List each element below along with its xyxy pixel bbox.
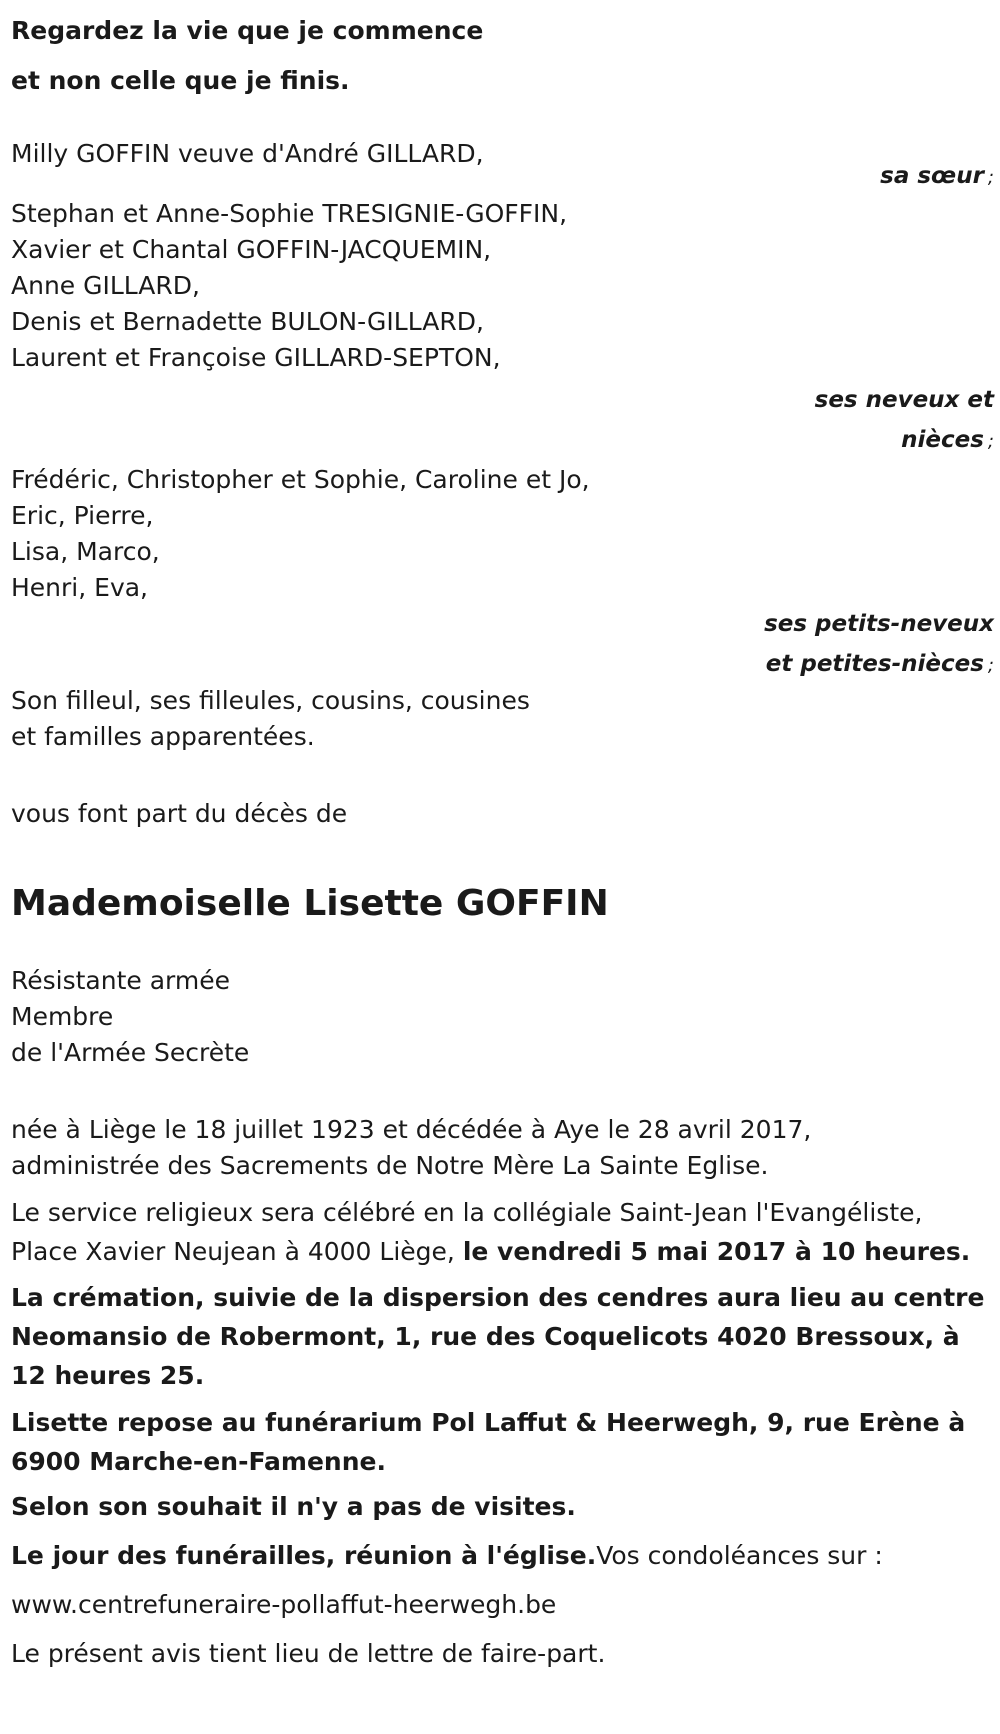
birth-death xyxy=(11,1112,811,1184)
family-line: Denis et Bernadette BULON-GILLARD, xyxy=(11,307,484,336)
closing-note: Le présent avis tient lieu de lettre de faire-part. xyxy=(11,1639,606,1668)
role-label: et petites-nièces xyxy=(765,651,984,677)
condolences-text: Vos condoléances sur : xyxy=(596,1541,883,1570)
cremation-info: La crémation, suivie de la dispersion des cendres aura lieu au centre Neomansio de Robermont, 1, rue des Coquelicots 4020 Bressoux, à 12 heures 25. xyxy=(11,1283,985,1390)
family-line: Laurent et Françoise GILLARD-SEPTON, xyxy=(11,343,501,372)
announcement-text: vous font part du décès de xyxy=(11,799,348,828)
family-line: Xavier et Chantal GOFFIN-JACQUEMIN, xyxy=(11,235,492,264)
title-line: de l'Armée Secrète xyxy=(11,1038,250,1067)
role-grandnephews xyxy=(764,604,994,686)
family-line: Frédéric, Christopher et Sophie, Caroline et Jo, xyxy=(11,465,590,494)
rest-info: Lisette repose au funérarium Pol Laffut & Heerwegh, 9, rue Erène à 6900 Marche-en-Famenne. xyxy=(11,1408,966,1476)
role-label: sa sœur xyxy=(880,163,984,189)
family-line: Lisa, Marco, xyxy=(11,537,160,566)
role-label: ses petits-neveux xyxy=(764,611,994,637)
role-label: nièces xyxy=(901,427,984,453)
website-link[interactable]: www.centrefuneraire-pollaffut-heerwegh.be xyxy=(11,1590,557,1619)
role-separator: ; xyxy=(987,655,994,676)
family-line: Stephan et Anne-Sophie TRESIGNIE-GOFFIN, xyxy=(11,199,568,228)
role-sister xyxy=(880,156,994,198)
title-line: Membre xyxy=(11,1002,114,1031)
service-info xyxy=(11,1193,986,1271)
nephews-names xyxy=(11,196,567,376)
role-separator: ; xyxy=(987,431,994,452)
sister-names xyxy=(11,136,484,172)
birth-line: née à Liège le 18 juillet 1923 et décédée à Aye le 28 avril 2017, xyxy=(11,1115,812,1144)
other-relatives xyxy=(11,683,530,755)
role-nephews xyxy=(815,380,994,462)
funeral-meeting xyxy=(11,1536,986,1575)
epitaph-line: Regardez la vie que je commence xyxy=(11,16,484,45)
family-line: Milly GOFFIN veuve d'André GILLARD, xyxy=(11,139,484,168)
title-line: Résistante armée xyxy=(11,966,230,995)
announcement xyxy=(11,796,347,832)
visits-info: Selon son souhait il n'y a pas de visites. xyxy=(11,1492,576,1521)
family-line: et familles apparentées. xyxy=(11,722,315,751)
family-line: Anne GILLARD, xyxy=(11,271,200,300)
role-label: ses neveux et xyxy=(814,387,994,413)
birth-line: administrée des Sacrements de Notre Mère La Sainte Eglise. xyxy=(11,1151,769,1180)
role-separator: ; xyxy=(987,167,994,188)
meeting-text: Le jour des funérailles, réunion à l'église. xyxy=(11,1541,597,1570)
epitaph xyxy=(11,6,483,106)
family-line: Henri, Eva, xyxy=(11,573,148,602)
service-date: le vendredi 5 mai 2017 à 10 heures. xyxy=(462,1237,971,1266)
service-text: Le service religieux sera célébré en la collégiale Saint-Jean l'Evangéliste, Place Xavier Neujean à 4000 Liège, xyxy=(11,1198,923,1266)
deceased-name: Mademoiselle Lisette GOFFIN xyxy=(11,883,609,924)
grandnephews-names xyxy=(11,462,590,606)
deceased-titles xyxy=(11,963,249,1071)
family-line: Son filleul, ses filleules, cousins, cousines xyxy=(11,686,530,715)
family-line: Eric, Pierre, xyxy=(11,501,154,530)
epitaph-line: et non celle que je finis. xyxy=(11,66,350,95)
